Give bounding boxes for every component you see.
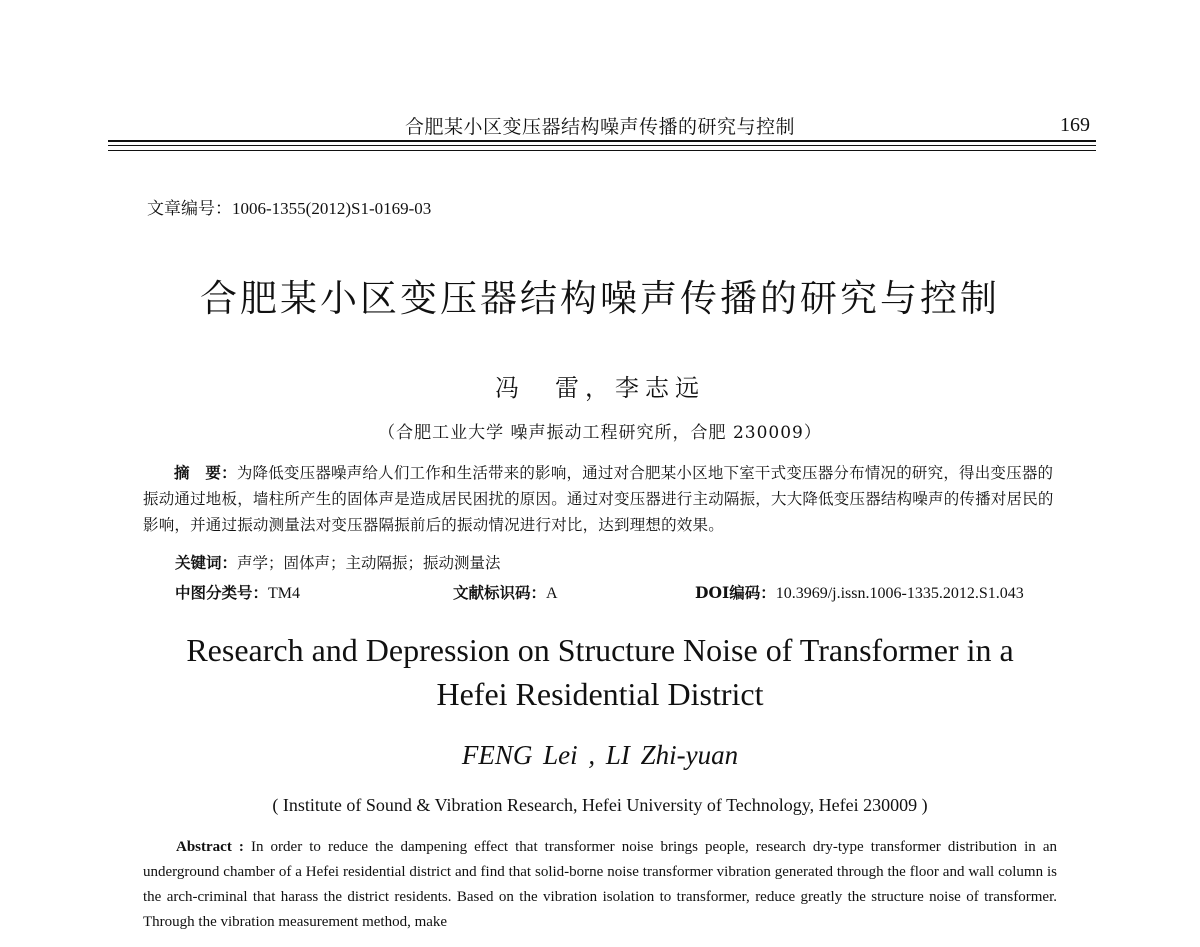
english-title-line: Research and Depression on Structure Noise of Transformer in a xyxy=(186,632,1014,668)
clc-label: 中图分类号： xyxy=(175,583,269,602)
article-number-value: 1006-1355(2012)S1-0169-03 xyxy=(232,199,432,218)
keywords-text: 声学；固体声；主动隔振；振动测量法 xyxy=(237,554,501,572)
chinese-abstract-text: 为降低变压器噪声给人们工作和生活带来的影响，通过对合肥某小区地下室干式变压器分布情况的研究，得出变压器的振动通过地板，墙柱所产生的固体声是造成居民困扰的原因。通过对变压器进行主动隔振，大大降低变压器结构噪声的传播对居民的影响，并通过振动测量法对变压器隔振前后的振动情况进行对比，达到理想的效果。 xyxy=(143,464,1054,534)
clc-value: TM4 xyxy=(268,585,301,602)
chinese-abstract xyxy=(143,460,1057,538)
english-abstract-text: In order to reduce the dampening effect that transformer noise brings people, research dry-type transformer distribution in an underground chamber of a Hefei residential district and find that solid-borne noise transformer vibration generated through the floor and wall column is the arch-criminal that harass the district residents. Based on the vibration isolation to transformer, reduce greatly the structure noise of transformer. Through the vibration measurement method, make xyxy=(143,839,1057,930)
english-authors: FENG Lei , LI Zhi-yuan xyxy=(461,740,739,770)
chinese-affiliation: （合肥工业大学 噪声振动工程研究所，合肥 230009） xyxy=(378,423,822,443)
chinese-title: 合肥某小区变压器结构噪声传播的研究与控制 xyxy=(200,277,1000,320)
english-abstract xyxy=(143,835,1057,935)
page-number: 169 xyxy=(1060,114,1090,136)
clc-number xyxy=(175,581,300,603)
article-number-label: 文章编号： xyxy=(147,199,232,219)
english-title-line: Hefei Residential District xyxy=(436,676,764,712)
chinese-authors: 冯 雷，李志远 xyxy=(495,374,705,402)
running-header-title: 合肥某小区变压器结构噪声传播的研究与控制 xyxy=(404,116,795,138)
doi xyxy=(695,581,1024,603)
header-rule xyxy=(108,145,1096,146)
english-abstract-label: Abstract : xyxy=(176,839,244,855)
chinese-abstract-label: 摘 要： xyxy=(174,463,237,482)
header-rule xyxy=(108,140,1096,142)
header-rule xyxy=(108,150,1096,151)
doi-label: DOI编码： xyxy=(695,583,776,602)
english-title xyxy=(100,628,1100,716)
document-code-label: 文献标识码： xyxy=(453,583,547,602)
document-code-value: A xyxy=(546,585,558,602)
keywords xyxy=(175,551,501,573)
keywords-label: 关键词： xyxy=(175,553,238,572)
article-number xyxy=(147,194,431,219)
document-code xyxy=(453,581,558,603)
doi-value: 10.3969/j.issn.1006-1335.2012.S1.043 xyxy=(775,585,1024,602)
english-affiliation: ( Institute of Sound & Vibration Research, Hefei University of Technology, Hefei 230009 ) xyxy=(272,795,928,815)
